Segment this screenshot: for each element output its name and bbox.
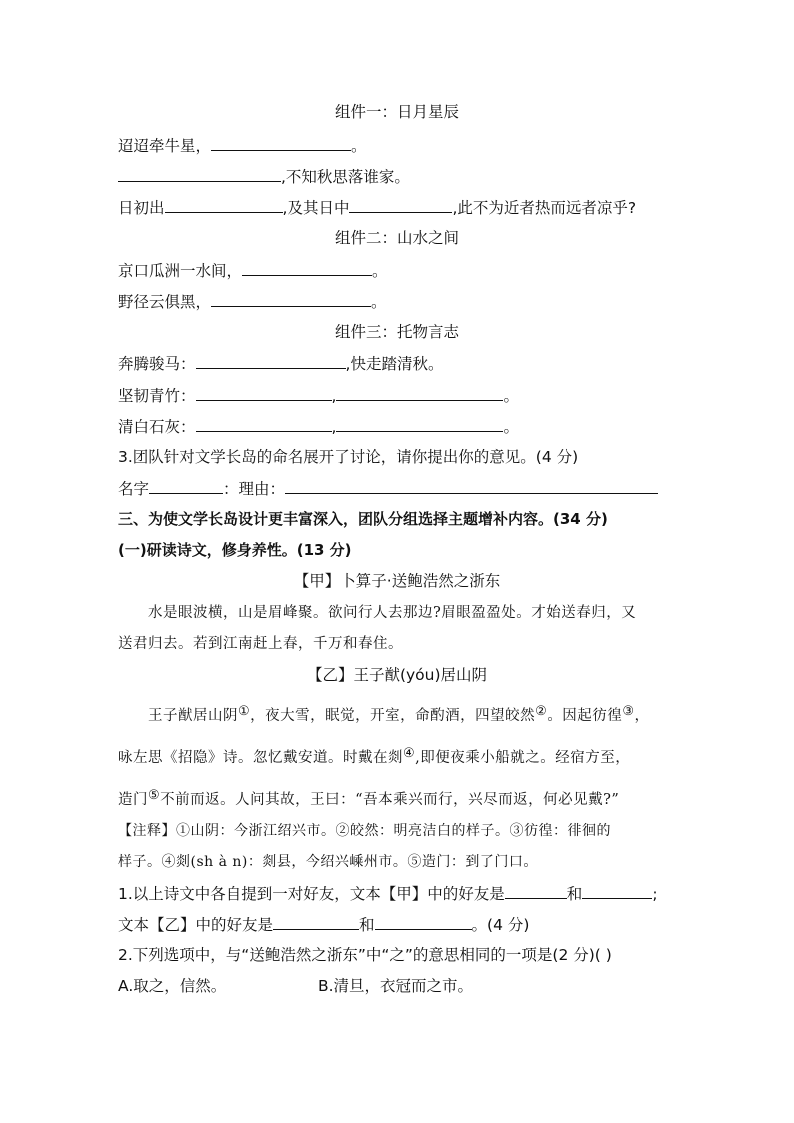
name-label: 名字 bbox=[118, 480, 150, 498]
footnote-marker: ① bbox=[238, 704, 251, 719]
reason-blank[interactable] bbox=[285, 478, 658, 494]
footnote-marker: ③ bbox=[622, 704, 635, 719]
question-zhi-options bbox=[118, 976, 678, 996]
question-friends-line1 bbox=[118, 883, 678, 904]
text: 野径云俱黑， bbox=[118, 293, 212, 311]
answer-blank[interactable] bbox=[211, 291, 371, 307]
question-3-answer bbox=[118, 478, 678, 499]
answer-blank[interactable] bbox=[211, 135, 351, 151]
text: 坚韧青竹： bbox=[118, 387, 196, 405]
answer-blank[interactable] bbox=[196, 353, 346, 369]
question-zhi: 2.下列选项中，与“送鲍浩然之浙东”中“之”的意思相同的一项是(2 分)( ) bbox=[118, 946, 612, 964]
text: 。 bbox=[351, 137, 367, 155]
text: 奔腾骏马： bbox=[118, 355, 196, 373]
text: ,快走踏清秋。 bbox=[345, 355, 444, 373]
answer-blank[interactable] bbox=[336, 385, 503, 401]
answer-blank[interactable] bbox=[242, 260, 372, 276]
question-friends-line2 bbox=[118, 914, 678, 935]
group3-line1 bbox=[118, 353, 678, 374]
answer-blank[interactable] bbox=[118, 166, 281, 182]
text: 。 bbox=[503, 387, 519, 405]
annotation-line1: 【注释】①山阴：今浙江绍兴市。②皎然：明亮洁白的样子。③彷徨：徘徊的 bbox=[118, 823, 611, 839]
reason-label: ：理由： bbox=[223, 480, 286, 498]
text: ,此不为近者热而远者凉乎? bbox=[452, 199, 637, 217]
text: , bbox=[331, 387, 337, 405]
text: 清白石灰： bbox=[118, 418, 196, 436]
annotation-line2: 样子。④剡(sh à n)：剡县，今绍兴嵊州市。⑤造门：到了门口。 bbox=[118, 854, 538, 870]
footnote-marker: ④ bbox=[403, 746, 416, 761]
text: 1.以上诗文中各自提到一对好友，文本【甲】中的好友是 bbox=[118, 885, 505, 903]
text: 迢迢牵牛星， bbox=[118, 137, 212, 155]
text: 造门 bbox=[118, 792, 148, 808]
group1-line2 bbox=[118, 166, 678, 187]
text: ,不知秋思落谁家。 bbox=[281, 168, 410, 186]
group1-title: 组件一：日月星辰 bbox=[334, 103, 459, 121]
option-a[interactable]: A.取之，信然。 bbox=[118, 977, 227, 995]
text: 文本【乙】中的好友是 bbox=[118, 916, 274, 934]
answer-blank[interactable] bbox=[505, 883, 567, 899]
text: 。 bbox=[503, 418, 519, 436]
answer-blank[interactable] bbox=[196, 385, 332, 401]
text: 。(4 分) bbox=[471, 916, 530, 934]
group2-title: 组件二：山水之间 bbox=[334, 229, 459, 247]
text: ，夜大雪，眠觉，开室，命酌酒，四望皎然 bbox=[250, 708, 536, 724]
text: 和 bbox=[359, 916, 375, 934]
subsection-1-heading: (一)研读诗文，修身养性。(13 分) bbox=[118, 541, 352, 559]
text: 王子猷居山阴 bbox=[148, 708, 238, 724]
group2-line1 bbox=[118, 260, 678, 281]
group1-line3 bbox=[118, 197, 678, 218]
answer-blank[interactable] bbox=[196, 416, 332, 432]
text: 。因起彷徨 bbox=[547, 708, 623, 724]
text: 。 bbox=[371, 293, 387, 311]
option-b[interactable]: B.清旦，衣冠而之市。 bbox=[318, 977, 474, 995]
text: , bbox=[331, 418, 337, 436]
text: 不前而返。人问其故，王曰：“吾本乘兴而行，兴尽而返，何必见戴?” bbox=[160, 792, 620, 808]
footnote-marker: ② bbox=[535, 704, 548, 719]
poem-jia-title: 【甲】卜算子·送鲍浩然之浙东 bbox=[293, 572, 501, 590]
text: 日初出 bbox=[118, 199, 165, 217]
answer-blank[interactable] bbox=[336, 416, 503, 432]
text: 。 bbox=[372, 262, 388, 280]
poem-jia-line1: 水是眼波横，山是眉峰聚。欲问行人去那边?眉眼盈盈处。才始送春归，又 bbox=[148, 605, 637, 621]
answer-blank[interactable] bbox=[349, 197, 452, 213]
footnote-marker: ⑤ bbox=[148, 788, 161, 803]
prose-yi-line3 bbox=[118, 786, 678, 810]
text: 京口瓜洲一水间， bbox=[118, 262, 243, 280]
text: 咏左思《招隐》诗。忽忆戴安道。时戴在剡 bbox=[118, 750, 403, 766]
answer-blank[interactable] bbox=[375, 914, 472, 930]
answer-blank[interactable] bbox=[165, 197, 283, 213]
question-3: 3.团队针对文学长岛的命名展开了讨论，请你提出你的意见。(4 分) bbox=[118, 448, 579, 466]
answer-blank[interactable] bbox=[273, 914, 359, 930]
text: ; bbox=[652, 885, 658, 903]
poem-jia-line2: 送君归去。若到江南赶上春，千万和春住。 bbox=[118, 636, 403, 652]
answer-blank[interactable] bbox=[582, 883, 652, 899]
group3-line2 bbox=[118, 385, 678, 406]
group3-title: 组件三：托物言志 bbox=[334, 323, 459, 341]
text: 和 bbox=[566, 885, 583, 903]
group1-line1 bbox=[118, 135, 678, 156]
section-3-heading: 三、为使文学长岛设计更丰富深入，团队分组选择主题增补内容。(34 分) bbox=[118, 510, 608, 528]
prose-yi-title: 【乙】王子猷(yóu)居山阴 bbox=[306, 666, 488, 684]
text: ,及其日中 bbox=[282, 199, 350, 217]
group2-line2 bbox=[118, 291, 678, 312]
text: ， bbox=[634, 708, 650, 724]
name-blank[interactable] bbox=[149, 478, 223, 494]
text: ,即便夜乘小船就之。经宿方至， bbox=[415, 750, 631, 766]
prose-yi-line2 bbox=[118, 744, 678, 768]
prose-yi-line1 bbox=[118, 702, 708, 726]
group3-line3 bbox=[118, 416, 678, 437]
